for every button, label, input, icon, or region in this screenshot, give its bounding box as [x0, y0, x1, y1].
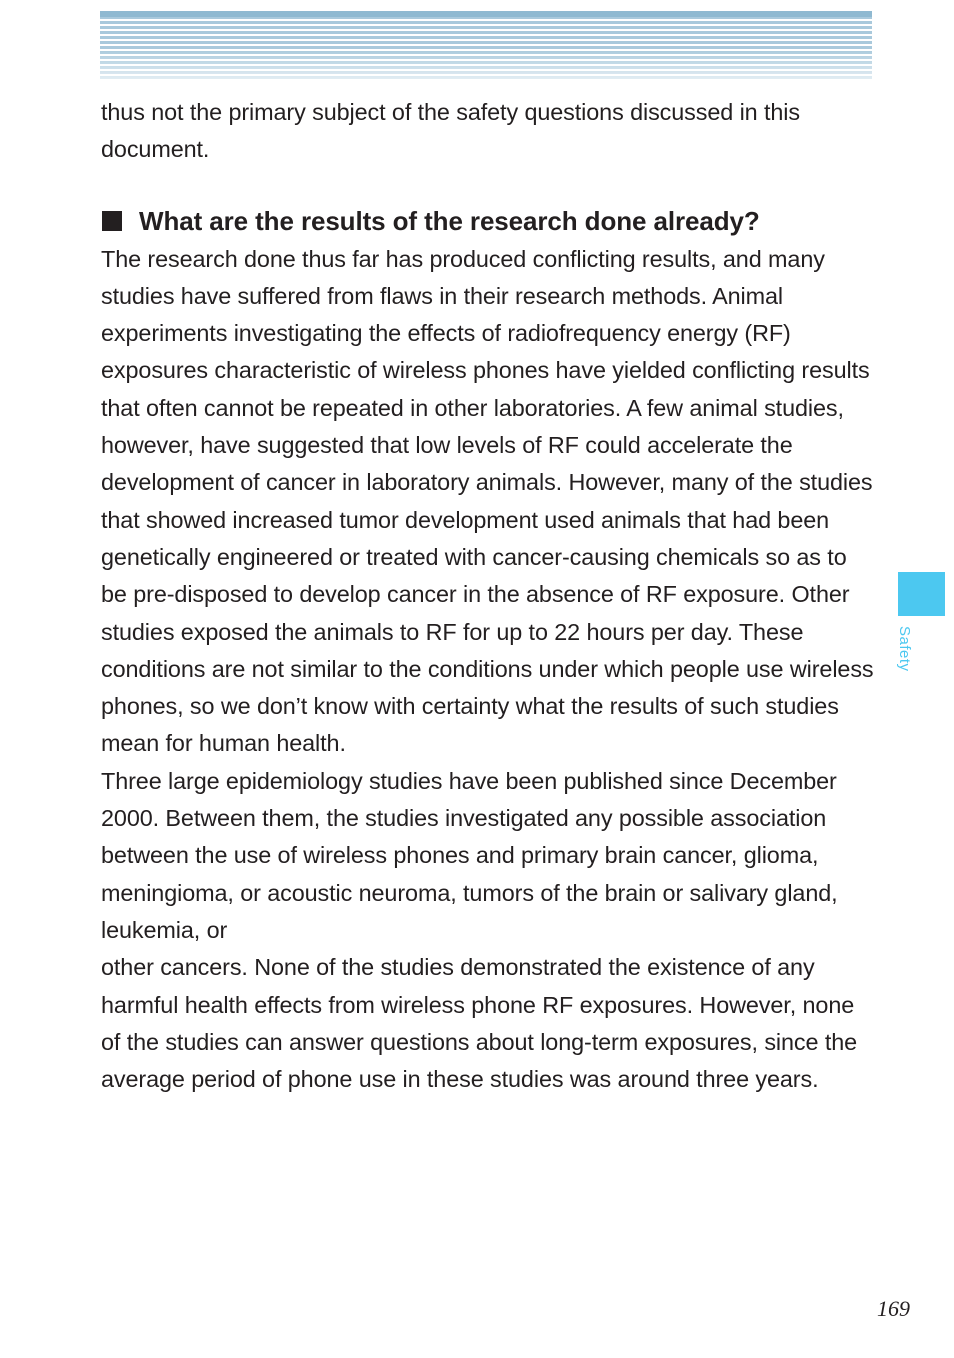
body-paragraph-1: The research done thus far has produced conflicting results, and many studies have suffered from flaws in their research methods. Animal experiments investigating the effects of radiofrequency energy (RF) exposures characteristic of wireless phones have yielded conflicting results that often cannot be repeated in other laboratories. A few animal studies, however, have suggested that low levels of RF could accelerate the development of cancer in laboratory animals. However, many of the studies that showed increased tumor development used animals that had been genetically engineered or treated with cancer-causing chemicals so as to be pre-disposed to develop cancer in the absence of RF exposure. Other studies exposed the animals to RF for up to 22 hours per day. These conditions are not similar to the conditions under which people use wireless phones, so we don’t know with certainty what the results of such studies mean for human health. — [101, 245, 874, 757]
body-paragraph-2: Three large epidemiology studies have been published since December 2000. Between them, the studies investigated any possible association between the use of wireless phones and primary brain cancer, glioma, meningioma, or acoustic neuroma, tumors of the brain or salivary gland, leukemia, or — [101, 767, 838, 943]
header-decoration — [100, 11, 872, 79]
page-content — [101, 94, 876, 1098]
side-tab-marker — [898, 572, 945, 616]
section-heading-text: What are the results of the research done already? — [139, 205, 760, 236]
page-number: 169 — [877, 1296, 910, 1321]
body-paragraph-3: other cancers. None of the studies demonstrated the existence of any harmful health effects from wireless phone RF exposures. However, none of the studies can answer questions about long-term exposures, since the average period of phone use in these studies was around three years. — [101, 954, 858, 1093]
square-icon — [102, 211, 122, 231]
intro-paragraph: thus not the primary subject of the safety questions discussed in this document. — [101, 99, 800, 163]
side-tab-label: Safety — [896, 626, 913, 672]
section-heading — [101, 202, 876, 241]
